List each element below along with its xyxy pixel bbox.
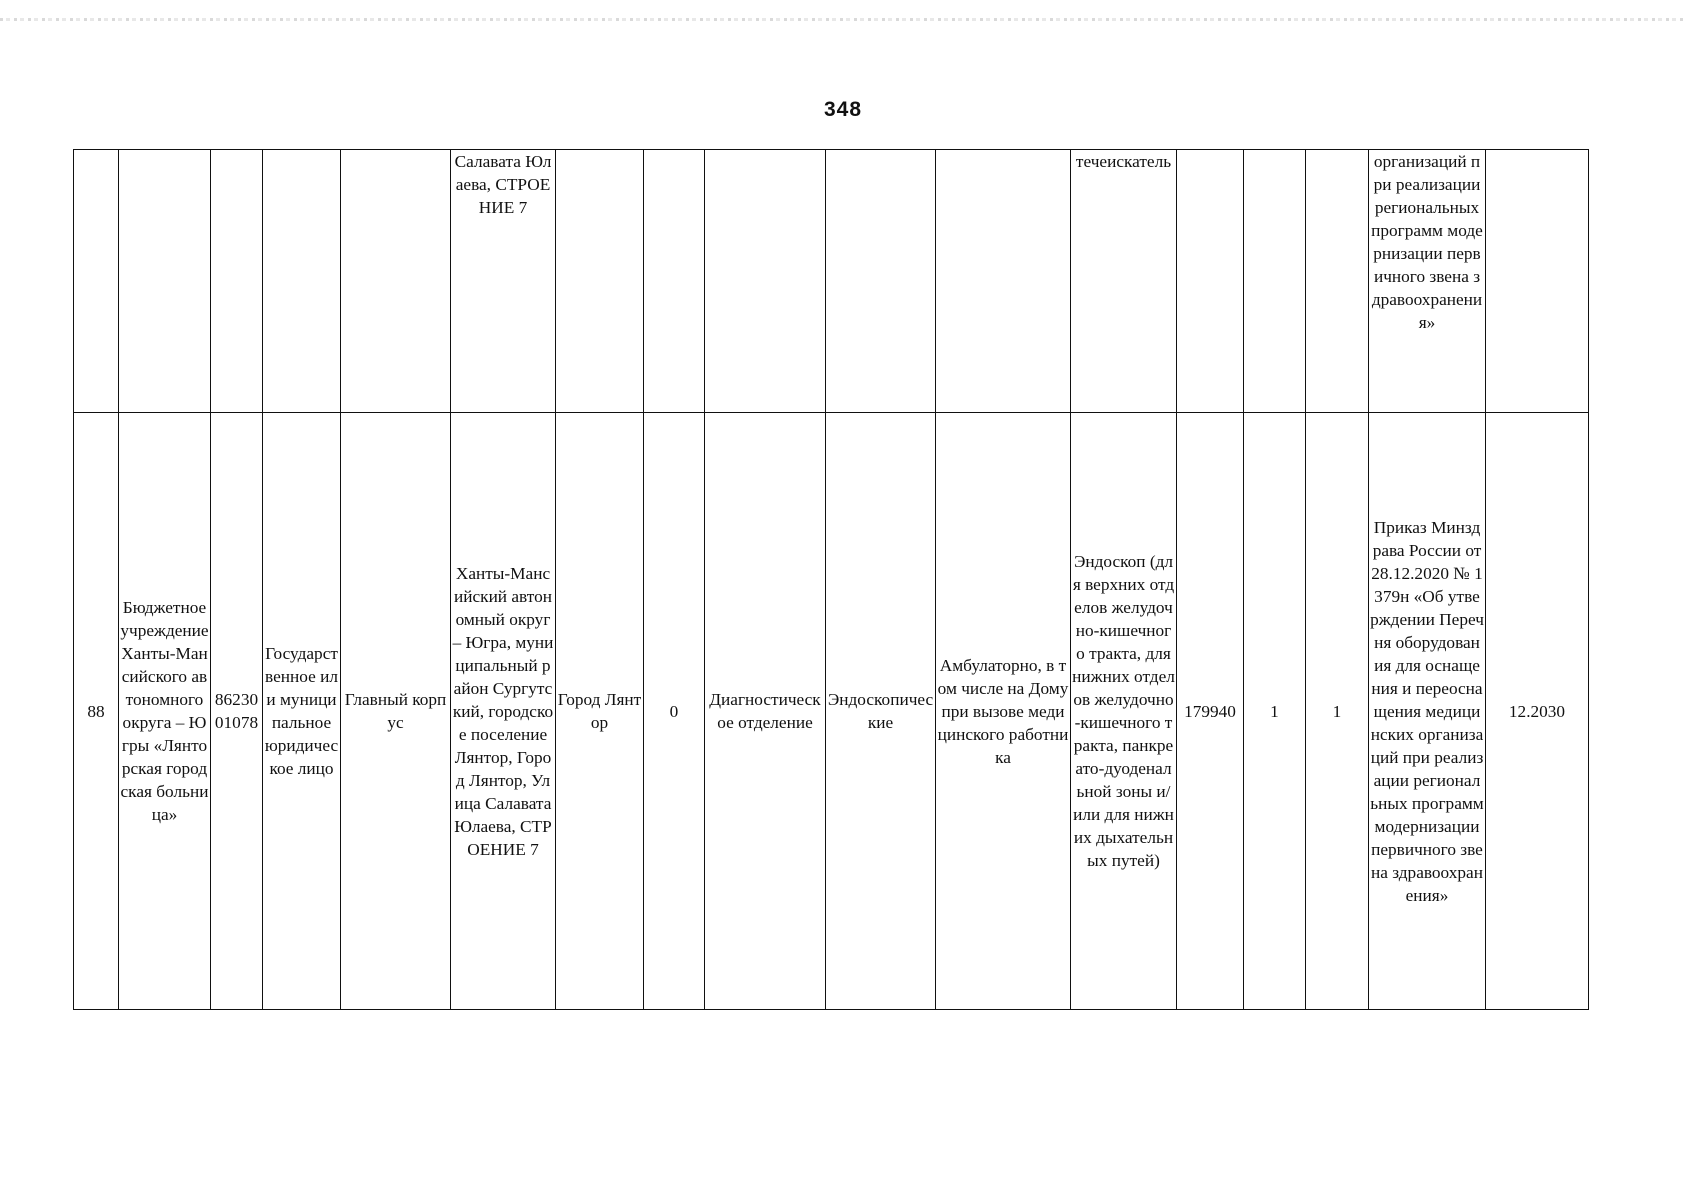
cell-procedure-type: Эндоскопические — [826, 413, 936, 1010]
cont-order-text: организаций при реализации региональных программ модернизации первичного звена здравоохранения» — [1371, 152, 1483, 332]
continuation-row — [74, 150, 1589, 413]
page-number: 348 — [823, 98, 863, 121]
equipment-table — [73, 149, 1589, 1010]
cell-care-conditions: Амбулаторно, в том числе на Дому при вызове медицинского работника — [936, 413, 1071, 1010]
cont-cell-org-type — [263, 150, 341, 413]
cell-code: 179940 — [1177, 413, 1244, 1010]
cont-cell-order — [1369, 150, 1486, 413]
cont-cell-department — [705, 150, 826, 413]
cell-qty-a: 1 — [1244, 413, 1306, 1010]
cont-cell-date — [1486, 150, 1589, 413]
cell-building: Главный корпус — [341, 413, 451, 1010]
cont-cell-inn — [211, 150, 263, 413]
cell-number: 88 — [74, 413, 119, 1010]
cell-department: Диагностическое отделение — [705, 413, 826, 1010]
cont-cell-number — [74, 150, 119, 413]
cell-date: 12.2030 — [1486, 413, 1589, 1010]
cont-cell-equipment — [1071, 150, 1177, 413]
cell-inn: 8623001078 — [211, 413, 263, 1010]
cont-cell-locality — [556, 150, 644, 413]
cell-organization: Бюджетное учреждение Ханты-Мансийского автономного округа – Югры «Лянторская городская больница» — [119, 413, 211, 1010]
cell-qty-b: 1 — [1306, 413, 1369, 1010]
table-row-88 — [74, 413, 1589, 1010]
cont-cell-conditions — [936, 150, 1071, 413]
cont-equipment-text: течеискатель — [1075, 152, 1172, 171]
cont-cell-building — [341, 150, 451, 413]
cont-cell-procedure — [826, 150, 936, 413]
cell-equipment: Эндоскоп (для верхних отделов желудочно-кишечного тракта, для нижних отделов желудочно-кишечного тракта, панкреато-дуоденальной зоны и/или для нижних дыхательных путей) — [1071, 413, 1177, 1010]
cell-locality: Город Лянтор — [556, 413, 644, 1010]
cont-cell-zero — [644, 150, 705, 413]
cont-cell-qty-b — [1306, 150, 1369, 413]
scan-edge-artifact — [0, 18, 1686, 21]
cell-order: Приказ Минздрава России от 28.12.2020 № 1379н «Об утверждении Перечня оборудования для оснащения и переоснащения медицинских организаций при реализации региональных программ модернизации первичного звена здравоохранения» — [1369, 413, 1486, 1010]
cell-org-type: Государственное или муниципальное юридическое лицо — [263, 413, 341, 1010]
cell-address: Ханты-Мансийский автономный округ – Югра, муниципальный район Сургутский, городское поселение Лянтор, Город Лянтор, Улица Салавата Юлаева, СТРОЕНИЕ 7 — [451, 413, 556, 1010]
cont-cell-organization — [119, 150, 211, 413]
cell-zero: 0 — [644, 413, 705, 1010]
cont-cell-qty-a — [1244, 150, 1306, 413]
cont-address-text: Салавата Юлаева, СТРОЕНИЕ 7 — [454, 152, 552, 217]
cont-cell-code — [1177, 150, 1244, 413]
cont-cell-address — [451, 150, 556, 413]
